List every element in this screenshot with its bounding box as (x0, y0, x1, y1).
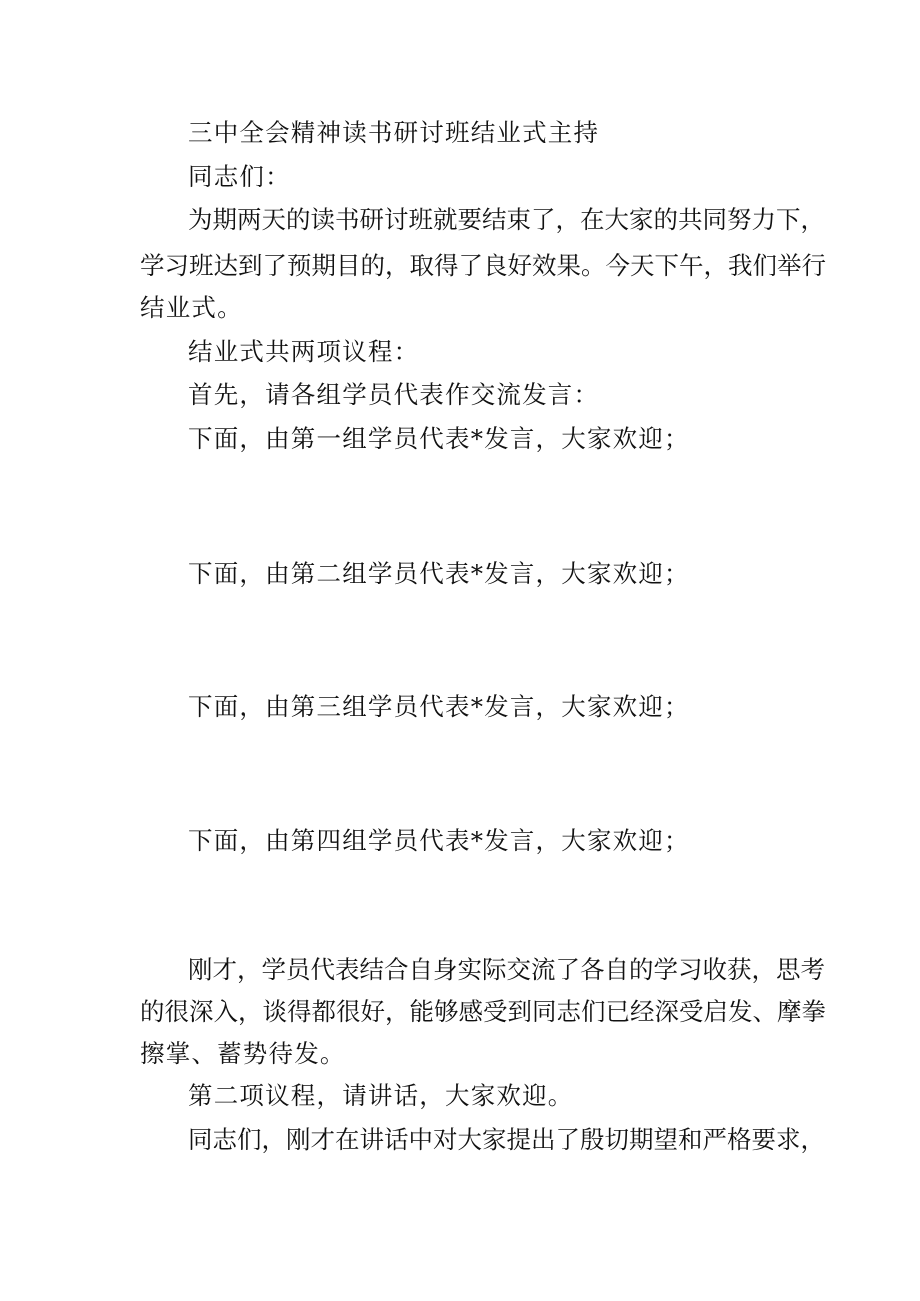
intro-line-3: 结业式。 (140, 293, 243, 322)
speaker-line-3: 下面，由第三组学员代表*发言，大家欢迎； (188, 692, 690, 721)
salutation: 同志们： (188, 162, 291, 191)
second-agenda-item: 第二项议程，请讲话，大家欢迎。 (188, 1081, 574, 1110)
speaker-line-1: 下面，由第一组学员代表*发言，大家欢迎； (188, 424, 690, 453)
intro-line-1: 为期两天的读书研讨班就要结束了，在大家的共同努力下， (188, 205, 825, 234)
first-agenda-item: 首先，请各组学员代表作交流发言： (188, 380, 600, 409)
speaker-line-2: 下面，由第二组学员代表*发言，大家欢迎； (188, 559, 690, 588)
speaker-line-4: 下面，由第四组学员代表*发言，大家欢迎； (188, 826, 690, 855)
document-title: 三中全会精神读书研讨班结业式主持 (188, 118, 600, 147)
agenda-intro: 结业式共两项议程： (188, 337, 420, 366)
closing-line-1: 同志们，刚才在讲话中对大家提出了殷切期望和严格要求， (188, 1125, 825, 1154)
summary-line-2: 的很深入，谈得都很好，能够感受到同志们已经深受启发、摩拳 (140, 997, 826, 1026)
intro-line-2: 学习班达到了预期目的，取得了良好效果。今天下午，我们举行 (140, 251, 826, 280)
summary-line-3: 擦掌、蓄势待发。 (140, 1039, 346, 1068)
summary-line-1: 刚才，学员代表结合自身实际交流了各自的学习收获，思考 (188, 955, 825, 984)
